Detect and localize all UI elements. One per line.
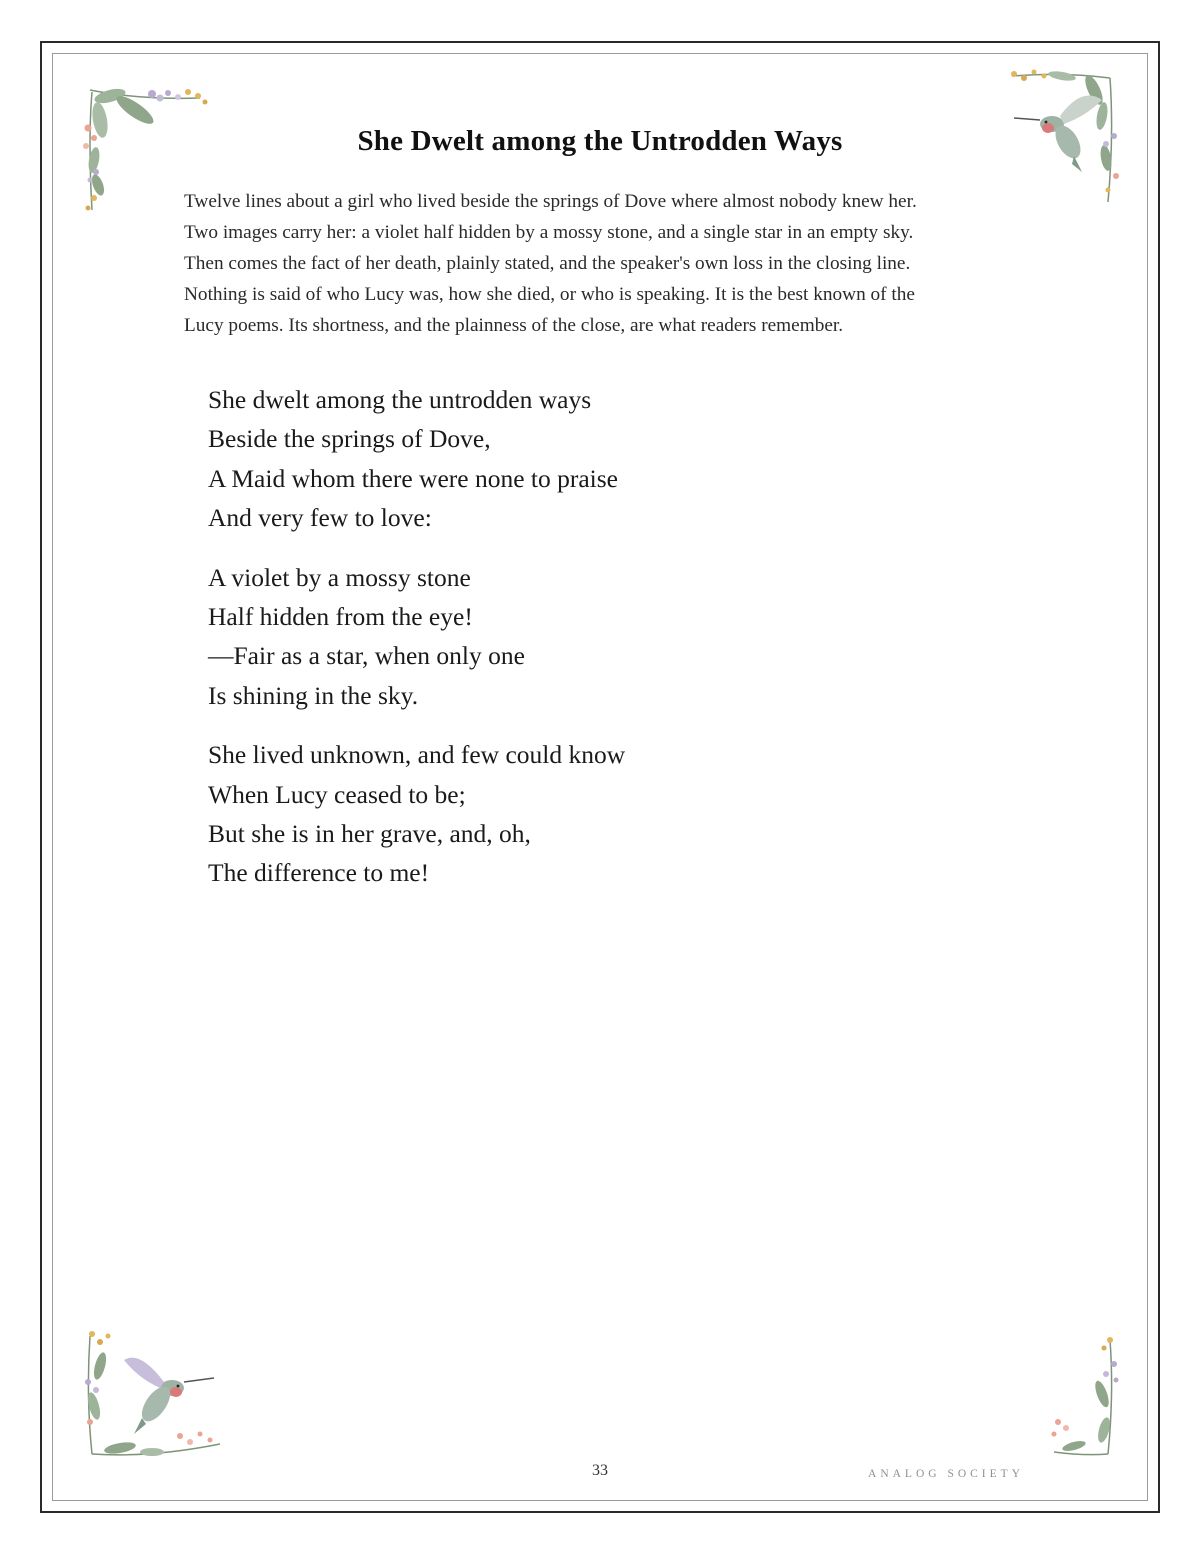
brand-footer: ANALOG SOCIETY	[868, 1468, 1024, 1480]
intro-line: Lucy poems. Its shortness, and the plainness of the close, are what readers remember.	[184, 315, 844, 336]
poem-stanza-1	[208, 380, 625, 537]
page-number: 33	[592, 1462, 608, 1479]
poem-line: A violet by a mossy stone	[208, 562, 471, 592]
poem-line: She lived unknown, and few could know	[208, 740, 626, 770]
intro-line: Twelve lines about a girl who lived beside the springs of Dove where almost nobody knew her.	[184, 191, 917, 212]
poem-line: Beside the springs of Dove,	[208, 424, 491, 454]
poem-stanza-3	[208, 735, 625, 892]
poem-line: Half hidden from the eye!	[208, 601, 473, 631]
intro-line: Two images carry her: a violet half hidden by a mossy stone, and a single star in an empty sky.	[184, 222, 914, 243]
intro-line: Then comes the fact of her death, plainly stated, and the speaker's own loss in the closing line.	[184, 253, 911, 274]
intro-paragraph	[184, 186, 1044, 341]
hummingbird-floral-corner-bottom-left-icon	[80, 1326, 225, 1461]
poem-line: The difference to me!	[208, 858, 430, 888]
poem-stanza-2	[208, 558, 625, 715]
poem-line: And very few to love:	[208, 502, 432, 532]
page-title: She Dwelt among the Untrodden Ways	[357, 125, 843, 157]
poem-line: When Lucy ceased to be;	[208, 779, 466, 809]
poem-line: But she is in her grave, and, oh,	[208, 818, 531, 848]
poem-line: A Maid whom there were none to praise	[208, 463, 619, 493]
poem-body	[208, 380, 625, 913]
intro-line: Nothing is said of who Lucy was, how she died, or who is speaking. It is the best known of the	[184, 284, 915, 305]
floral-corner-bottom-right-icon	[1044, 1334, 1124, 1459]
poem-line: —Fair as a star, when only one	[208, 641, 525, 671]
poem-line: She dwelt among the untrodden ways	[208, 385, 592, 414]
poem-line: Is shining in the sky.	[208, 680, 419, 710]
